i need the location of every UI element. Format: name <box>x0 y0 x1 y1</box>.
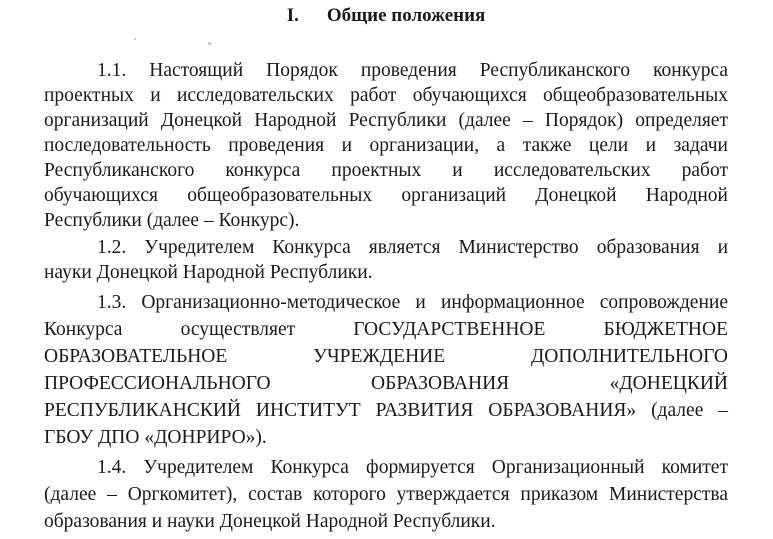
paragraph-1-1-line: последовательность проведения и организации, а также цели и задачи <box>44 135 728 156</box>
scan-speck <box>208 42 211 45</box>
paragraph-1-4-line: (далее – Оргкомитет), состав которого утверждается приказом Министерства <box>44 484 728 505</box>
scan-speck <box>134 38 136 40</box>
paragraph-1-3-line: Конкурса осуществляет ГОСУДАРСТВЕННОЕ БЮДЖЕТНОЕ <box>44 319 728 340</box>
section-number: I. <box>286 5 299 26</box>
paragraph-1-1-line: Республики (далее – Конкурс). <box>44 210 300 231</box>
paragraph-1-3-line: ОБРАЗОВАТЕЛЬНОЕ УЧРЕЖДЕНИЕ ДОПОЛНИТЕЛЬНОГО <box>44 346 728 367</box>
section-title: Общие положения <box>326 5 486 26</box>
paragraph-1-2-line: 1.2. Учредителем Конкурса является Министерство образования и <box>97 237 728 258</box>
paragraph-1-3-line: ПРОФЕССИОНАЛЬНОГО ОБРАЗОВАНИЯ «ДОНЕЦКИЙ <box>44 373 728 394</box>
paragraph-1-3-line: РЕСПУБЛИКАНСКИЙ ИНСТИТУТ РАЗВИТИЯ ОБРАЗОВАНИЯ» (далее – <box>44 400 728 421</box>
paragraph-1-4-line: образования и науки Донецкой Народной Республики. <box>44 511 496 532</box>
paragraph-1-1-line: Республиканского конкурса проектных и исследовательских работ <box>44 160 728 181</box>
paragraph-1-1-line: проектных и исследовательских работ обучающихся общеобразовательных <box>44 85 728 106</box>
paragraph-1-2-line: науки Донецкой Народной Республики. <box>44 262 373 283</box>
paragraph-1-4-line: 1.4. Учредителем Конкурса формируется Организационный комитет <box>97 457 728 478</box>
paragraph-1-3-line: 1.3. Организационно-методическое и информационное сопровождение <box>97 292 728 313</box>
paragraph-1-3-line: ГБОУ ДПО «ДОНРИРО»). <box>44 427 267 448</box>
section-heading <box>44 4 728 28</box>
paragraph-1-1-line: обучающихся общеобразовательных организаций Донецкой Народной <box>44 185 728 206</box>
paragraph-1-1-line: 1.1. Настоящий Порядок проведения Республиканского конкурса <box>97 60 728 81</box>
paragraph-1-1-line: организаций Донецкой Народной Республики (далее – Порядок) определяет <box>44 110 728 131</box>
